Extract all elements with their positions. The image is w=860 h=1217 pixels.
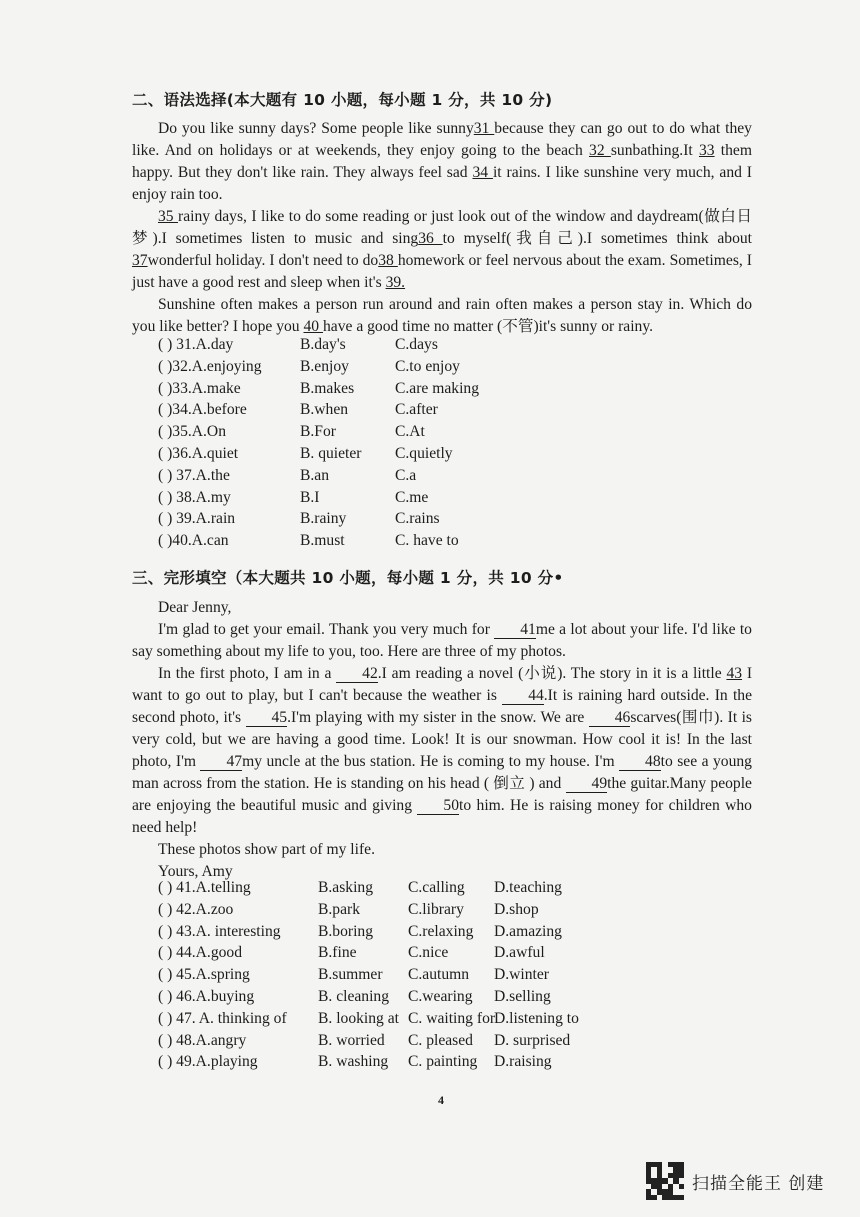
- option-row: [158, 901, 678, 923]
- option-c: C. pleased: [408, 1031, 473, 1049]
- option-row: [158, 336, 558, 358]
- option-c: C.At: [395, 423, 425, 441]
- option-row: [158, 380, 558, 402]
- option-b: B.an: [300, 466, 330, 484]
- option-d: D.selling: [494, 987, 551, 1005]
- section-3-options: [158, 879, 678, 1075]
- option-c: C.a: [395, 466, 417, 484]
- section-2-options: [158, 336, 558, 554]
- blank-49: 49: [566, 775, 608, 793]
- blank-33: 33: [698, 142, 715, 159]
- page-number: 4: [438, 1093, 444, 1107]
- scanner-watermark: [646, 1162, 824, 1200]
- text: .I am reading a novel (小说). The story in it is a little: [377, 665, 727, 682]
- option-b: B.makes: [300, 379, 355, 397]
- text: .It is raining hard outside. In the second photo, it's: [132, 687, 752, 726]
- text: wonderful holiday. I don't need to do: [147, 252, 379, 269]
- blank-37: 37: [132, 252, 148, 269]
- text: scarves(围巾). It is very cold, but we are having a good time. Look! It is our snowman. How cool it is! In the last photo, I'm: [132, 709, 752, 770]
- option-c: C. waiting for: [408, 1009, 496, 1027]
- option-b: B. worried: [318, 1031, 385, 1049]
- blank-43: 43: [726, 665, 743, 682]
- passage-paragraph: [132, 206, 752, 294]
- option-q: ( )40.A.can: [158, 532, 229, 550]
- option-row: [158, 1032, 678, 1054]
- option-c: C. painting: [408, 1053, 478, 1071]
- text: Do you like sunny days? Some people like sunny: [158, 120, 474, 137]
- option-b: B.rainy: [300, 510, 347, 528]
- blank-50: 50: [417, 797, 459, 815]
- text: I'm glad to get your email. Thank you very much for: [158, 621, 495, 638]
- option-b: B. quieter: [300, 444, 362, 462]
- section-3-passage: [132, 597, 752, 883]
- option-row: [158, 944, 678, 966]
- passage-paragraph: [132, 663, 752, 839]
- option-b: B. looking at: [318, 1009, 399, 1027]
- option-d: D.shop: [494, 900, 539, 918]
- option-row: [158, 510, 558, 532]
- text: me a lot about your life. I'd like to say something about my life to you, too. Here are three of my photos.: [132, 621, 752, 660]
- blank-34: 34: [472, 164, 493, 181]
- option-q: ( ) 37.A.the: [158, 466, 230, 484]
- signoff: Yours, Amy: [158, 863, 233, 880]
- section-2-heading: 二、语法选择(本大题有 10 小题，每小题 1 分，共 10 分): [132, 91, 553, 109]
- option-row: [158, 467, 558, 489]
- option-d: D.listening to: [494, 1009, 579, 1027]
- option-b: B.boring: [318, 922, 374, 940]
- blank-35: 35: [158, 208, 179, 225]
- blank-42: 42: [336, 665, 378, 683]
- option-b: B.I: [300, 488, 320, 506]
- text: have a good time no matter (不管)it's sunny or rainy.: [322, 318, 654, 335]
- option-row: [158, 489, 558, 511]
- option-q: ( ) 38.A.my: [158, 488, 231, 506]
- option-c: C.to enjoy: [395, 357, 460, 375]
- text: it rains. I like sunshine very much, and I enjoy rain too.: [132, 164, 752, 203]
- text: to see a young man across from the station. He is standing on his head ( 倒立 ) and: [132, 753, 752, 792]
- option-c: C.days: [395, 336, 438, 353]
- option-c: C.library: [408, 900, 464, 918]
- blank-41: 41: [494, 621, 536, 639]
- text: to myself(我自己).I sometimes think about: [442, 230, 752, 247]
- option-c: C.me: [395, 488, 429, 506]
- text: sunbathing.It: [610, 142, 699, 159]
- option-q: ( )34.A.before: [158, 401, 247, 419]
- option-row: [158, 923, 678, 945]
- option-q: ( ) 31.A.day: [158, 336, 234, 353]
- option-q: ( ) 39.A.rain: [158, 510, 236, 528]
- closing-line: These photos show part of my life.: [158, 841, 375, 858]
- option-c: C.after: [395, 401, 438, 419]
- option-b: B.when: [300, 401, 349, 419]
- option-b: B.summer: [318, 966, 383, 984]
- option-q: ( ) 45.A.spring: [158, 966, 250, 984]
- text: .I'm playing with my sister in the snow. We are: [287, 709, 589, 726]
- option-d: D.teaching: [494, 879, 562, 896]
- passage-paragraph: [132, 118, 752, 206]
- option-c: C.relaxing: [408, 922, 474, 940]
- text: homework or feel nervous about the exam. Sometimes, I just have a good rest and sleep when it's: [132, 252, 752, 291]
- option-b: B.asking: [318, 879, 374, 896]
- option-row: [158, 423, 558, 445]
- option-row: [158, 1010, 678, 1032]
- option-q: ( )32.A.enjoying: [158, 357, 262, 375]
- option-c: C.quietly: [395, 444, 453, 462]
- passage-paragraph: [132, 294, 752, 338]
- option-row: [158, 445, 558, 467]
- option-row: [158, 358, 558, 380]
- option-q: ( ) 44.A.good: [158, 944, 243, 962]
- option-b: B.day's: [300, 336, 346, 353]
- passage-paragraph: [132, 619, 752, 663]
- text: them happy. But they don't like rain. They always feel sad: [132, 142, 752, 181]
- option-row: [158, 1053, 678, 1075]
- option-c: C.calling: [408, 879, 465, 896]
- option-q: ( )36.A.quiet: [158, 444, 239, 462]
- option-row: [158, 401, 558, 423]
- blank-36: 36: [418, 230, 443, 247]
- option-c: C. have to: [395, 532, 459, 550]
- option-row: [158, 966, 678, 988]
- option-row: [158, 879, 678, 901]
- blank-46: 46: [589, 709, 631, 727]
- option-c: C.wearing: [408, 987, 473, 1005]
- option-q: ( )35.A.On: [158, 423, 226, 441]
- blank-48: 48: [619, 753, 661, 771]
- option-b: B. washing: [318, 1053, 389, 1071]
- option-b: B.park: [318, 900, 361, 918]
- option-q: ( )33.A.make: [158, 379, 241, 397]
- text: In the first photo, I am in a: [158, 665, 337, 682]
- text: my uncle at the bus station. He is coming to my house. I'm: [242, 753, 620, 770]
- option-c: C.autumn: [408, 966, 470, 984]
- option-q: ( ) 43.A. interesting: [158, 922, 281, 940]
- option-q: ( ) 49.A.playing: [158, 1053, 258, 1071]
- option-b: B. cleaning: [318, 987, 390, 1005]
- option-q: ( ) 46.A.buying: [158, 987, 255, 1005]
- qr-code-icon: [646, 1162, 684, 1200]
- option-row: [158, 532, 558, 554]
- text: the guitar.Many people are enjoying the beautiful music and giving: [132, 775, 752, 814]
- option-q: ( ) 41.A.telling: [158, 879, 251, 896]
- greeting: Dear Jenny,: [158, 599, 232, 616]
- option-b: B.For: [300, 423, 336, 441]
- option-q: ( ) 47. A. thinking of: [158, 1009, 287, 1027]
- option-d: D.amazing: [494, 922, 562, 940]
- blank-40: 40: [303, 318, 323, 335]
- blank-44: 44: [502, 687, 544, 705]
- option-c: C.nice: [408, 944, 449, 962]
- option-row: [158, 988, 678, 1010]
- watermark-text: 扫描全能王 创建: [692, 1173, 825, 1194]
- option-c: C.rains: [395, 510, 440, 528]
- text: to him. He is raising money for children who need help!: [132, 797, 752, 836]
- text: because they can go out to do what they like. And on holidays or at weekends, they enjoy going to the beach: [132, 120, 752, 159]
- blank-38: 38: [378, 252, 398, 269]
- blank-39: 39.: [385, 274, 406, 291]
- option-b: B.enjoy: [300, 357, 349, 375]
- blank-32: 32: [589, 142, 611, 159]
- blank-31: 31: [473, 120, 495, 137]
- option-b: B.fine: [318, 944, 357, 962]
- text: Sunshine often makes a person run around and rain often makes a person stay in. Which do you like better? I hope you: [132, 296, 752, 335]
- section-2-passage: [132, 118, 752, 338]
- option-q: ( ) 42.A.zoo: [158, 900, 234, 918]
- option-d: D.raising: [494, 1053, 552, 1071]
- blank-47: 47: [200, 753, 242, 771]
- option-b: B.must: [300, 532, 345, 550]
- text: rainy days, I like to do some reading or just look out of the window and daydream(做白日梦).I sometimes listen to music and sing: [132, 208, 752, 247]
- option-d: D.winter: [494, 966, 549, 984]
- blank-45: 45: [246, 709, 288, 727]
- option-d: D. surprised: [494, 1031, 571, 1049]
- option-d: D.awful: [494, 944, 545, 962]
- text: I want to go out to play, but I can't because the weather is: [132, 665, 753, 704]
- option-q: ( ) 48.A.angry: [158, 1031, 247, 1049]
- option-c: C.are making: [395, 379, 480, 397]
- section-3-heading: 三、完形填空（本大题共 10 小题，每小题 1 分，共 10 分•: [132, 569, 564, 587]
